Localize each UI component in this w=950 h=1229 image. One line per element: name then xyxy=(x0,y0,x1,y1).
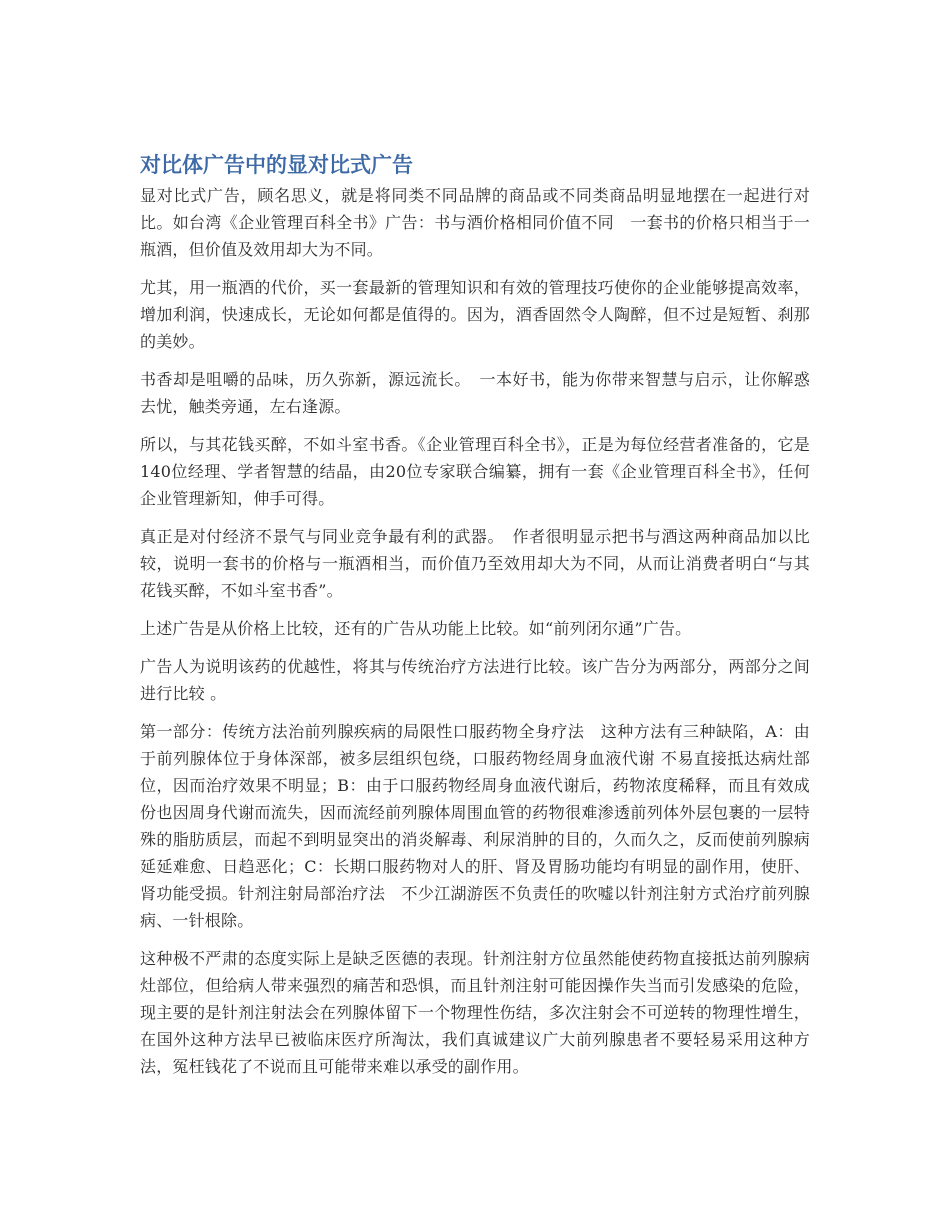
paragraph-3: 书香却是咀嚼的品味，历久弥新，源远流长。 一本好书，能为你带来智慧与启示，让你解惑去忧，触类旁通，左右逢源。 xyxy=(140,370,810,416)
document-page xyxy=(140,150,810,1091)
paragraph-1: 显对比式广告，顾名思义，就是将同类不同品牌的商品或不同类商品明显地摆在一起进行对比。如台湾《企业管理百科全书》广告：书与酒价格相同价值不同 一套书的价格只相当于一瓶酒，但价值及效用却大为不同。 xyxy=(140,186,810,259)
paragraph-5: 真正是对付经济不景气与同业竞争最有利的武器。 作者很明显示把书与酒这两种商品加以比较，说明一套书的价格与一瓶酒相当，而价值乃至效用却大为不同，从而让消费者明白“与其花钱买醉，不如斗室书香”。 xyxy=(140,527,810,600)
paragraph-9: 这种极不严肃的态度实际上是缺乏医德的表现。针剂注射方位虽然能使药物直接抵达前列腺病灶部位，但给病人带来强烈的痛苦和恐惧，而且针剂注射可能因操作失当而引发感染的危险，现主要的是针剂注射法会在列腺体留下一个物理性伤结，多次注射会不可逆转的物理性增生，在国外这种方法早已被临床医疗所淘汰，我们真诚建议广大前列腺患者不要轻易采用这种方法，冤枉钱花了不说而且可能带来难以承受的副作用。 xyxy=(140,949,810,1076)
paragraph-2: 尤其，用一瓶酒的代价，买一套最新的管理知识和有效的管理技巧使你的企业能够提高效率，增加利润，快速成长，无论如何都是值得的。因为，酒香固然令人陶醉，但不过是短暂、刹那的美妙。 xyxy=(140,278,810,351)
paragraph-8: 第一部分：传统方法治前列腺疾病的局限性口服药物全身疗法 这种方法有三种缺陷，A：由于前列腺体位于身体深部，被多层组织包绕，口服药物经周身血液代谢 不易直接抵达病灶部位，因而治疗效果不明显；B：由于口服药物经周身血液代谢后，药物浓度稀释，而且有效成份也因周身代谢而流失，因而流经前列腺体周围血管的药物很难渗透前列体外层包裹的一层特殊的脂肪质层，而起不到明显突出的消炎解毒、利尿消肿的目的，久而久之，反而使前列腺病延延难愈、日趋恶化；C：长期口服药物对人的肝、肾及胃肠功能均有明显的副作用，使肝、肾功能受损。针剂注射局部治疗法 不少江湖游医不负责任的吹嘘以针剂注射方式治疗前列腺病、一针根除。 xyxy=(140,722,810,930)
paragraph-7: 广告人为说明该药的优越性，将其与传统治疗方法进行比较。该广告分为两部分，两部分之间进行比较 。 xyxy=(140,657,810,703)
paragraph-6: 上述广告是从价格上比较，还有的广告从功能上比较。如“前列闭尔通”广告。 xyxy=(140,619,692,638)
paragraph-4: 所以，与其花钱买醉，不如斗室书香。《企业管理百科全书》，正是为每位经营者准备的，它是140位经理、学者智慧的结晶，由20位专家联合编纂，拥有一套《企业管理百科全书》，任何企业管理新知，伸手可得。 xyxy=(140,435,810,508)
document-title: 对比体广告中的显对比式广告 xyxy=(140,153,413,177)
